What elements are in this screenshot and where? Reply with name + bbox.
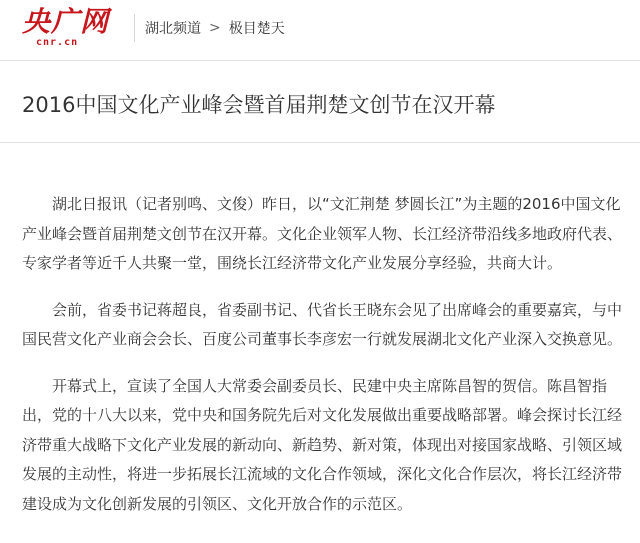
- logo-text: 央广网: [22, 5, 110, 38]
- header-divider: [134, 14, 135, 42]
- chevron-right-icon: >: [209, 20, 221, 36]
- article-body: [22, 190, 628, 536]
- breadcrumb: [145, 17, 285, 39]
- article-paragraph: 会前，省委书记蒋超良，省委副书记、代省长王晓东会见了出席峰会的重要嘉宾，与中国民营文化产业商会会长、百度公司董事长李彦宏一行就发展湖北文化产业深入交换意见。: [22, 300, 623, 348]
- article-title: 2016中国文化产业峰会暨首届荆楚文创节在汉开幕: [22, 93, 496, 117]
- header-divider-line: [0, 60, 640, 61]
- breadcrumb-hubei-channel[interactable]: 湖北频道: [145, 21, 201, 37]
- article-paragraph: 湖北日报讯（记者别鸣、文俊）昨日，以“文汇荆楚 梦圆长江”为主题的2016中国文化产业峰会暨首届荆楚文创节在汉开幕。文化企业领军人物、长江经济带沿线多地政府代表、专家学者等近千人共聚一堂，围绕长江经济带文化产业发展分享经验，共商大计。: [22, 195, 623, 272]
- cnr-logo[interactable]: [22, 6, 130, 50]
- site-header: [0, 0, 640, 60]
- logo-domain: cnr.cn: [36, 37, 79, 48]
- article-paragraph: 开幕式上，宣读了全国人大常委会副委员长、民建中央主席陈昌智的贺信。陈昌智指出，党的十八大以来，党中央和国务院先后对文化发展做出重要战略部署。峰会探讨长江经济带重大战略下文化产业发展的新动向、新趋势、新对策，体现出对接国家战略、引领区域发展的主动性，将进一步拓展长江流域的文化合作领域，深化文化合作层次，将长江经济带建设成为文化创新发展的引领区、文化开放合作的示范区。: [22, 376, 623, 513]
- title-divider-line: [0, 142, 640, 143]
- breadcrumb-jimu-chutian[interactable]: 极目楚天: [228, 21, 285, 37]
